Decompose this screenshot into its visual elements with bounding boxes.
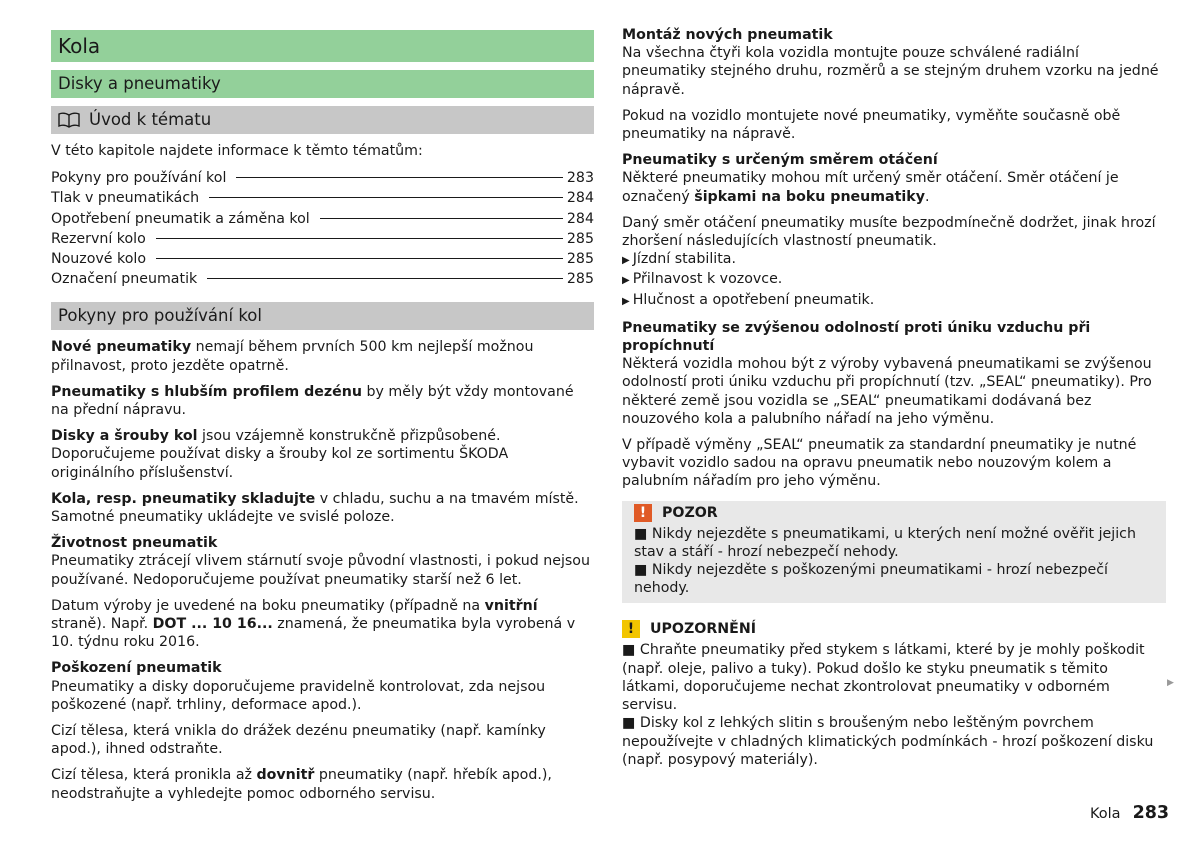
intro-heading-text: Úvod k tématu [89,110,212,129]
chapter-heading: Kola [51,30,594,62]
toc-label[interactable]: Označení pneumatik [51,271,198,288]
triangle-bullet-icon: ▶ [622,275,630,287]
subheading-seal: Pneumatiky se zvýšenou odolností proti úniku vzduchu při propíchnutí [622,319,1091,355]
page-number: 283 [1132,803,1170,823]
right-column [622,26,1166,777]
warning-box [622,501,1166,604]
toc-row[interactable] [51,168,594,188]
paragraph: Pneumatiky a disky doporučujeme pravidelně kontrolovat, zda nejsou poškozené (např. trhliny, deformace apod.). [51,678,546,713]
subheading-mounting: Montáž nových pneumatik [622,27,833,43]
paragraph: Cizí tělesa, která pronikla až dovnitř pneumatiky (např. hřebík apod.), neodstraňujte a vyhledejte pomoc odborného servisu. [51,767,552,802]
page-footer [1090,803,1169,823]
toc-page[interactable]: 284 [566,210,594,227]
triangle-bullet-icon: ▶ [622,255,630,267]
subsection-heading: Pokyny pro používání kol [51,302,594,330]
toc-label[interactable]: Nouzové kolo [51,251,147,268]
toc-row[interactable] [51,249,594,269]
subheading-direction: Pneumatiky s určeným směrem otáčení [622,152,938,169]
paragraph: Pneumatiky ztrácejí vlivem stárnutí svoje původní vlastnosti, i pokud nejsou používané. Nedoporučujeme používat pneumatiky starší než 6 let. [51,553,590,588]
toc-row[interactable] [51,188,594,208]
paragraph: V případě výměny „SEAL“ pneumatik za standardní pneumatiky je nutné vybavit vozidlo sadou na opravu pneumatik nebo nouzovým kolem a palubním nářadím pro jeho výměnu. [622,437,1137,490]
list-item: ▶ Přilnavost k vozovce. [622,271,783,288]
continue-arrow-icon: ▶ [1167,678,1174,688]
paragraph: Některá vozidla mohou být z výroby vybavená pneumatikami se zvýšenou odolností proti úniku vzduchu při propíchnutí (tzv. „SEAL“ pneumatiky). Pro některé země jsou vozidla se „SEAL“ pneumatikami dodávaná bez nouzového kola a palubního nářadí na jeho výměnu. [622,356,1152,427]
paragraph: Cizí tělesa, která vnikla do drážek dezénu pneumatiky (např. kamínky apod.), ihned odstraňte. [51,723,546,758]
toc-page[interactable]: 285 [566,271,594,288]
toc-label[interactable]: Rezervní kolo [51,230,146,247]
toc-page[interactable]: 285 [566,230,594,247]
caution-item: ■ Chraňte pneumatiky před stykem s látkami, které by je mohly poškodit (např. oleje, palivo a tuky). Pokud došlo ke styku pneumatik s těmito látkami, doporučujeme nechat zkontrolovat pneumatiky v odborném servisu. [622,642,1145,714]
subheading-lifetime: Životnost pneumatik [51,535,218,552]
paragraph: Některé pneumatiky mohou mít určený směr otáčení. Směr otáčení je označený šipkami na boku pneumatiky. [622,170,1119,205]
paragraph: Daný směr otáčení pneumatiky musíte bezpodmínečně dodržet, jinak hrozí zhoršení následujících vlastností pneumatik. [622,214,1156,250]
table-of-contents [51,168,594,289]
left-column [51,30,594,811]
paragraph: Nové pneumatiky nemají během prvních 500 km nejlepší možnou přilnavost, proto jezděte opatrně. [51,339,534,374]
paragraph: Pokud na vozidlo montujete nové pneumatiky, vyměňte současně obě pneumatiky na nápravě. [622,107,1121,143]
intro-text: V této kapitole najdete informace k těmto tématům: [51,143,423,159]
toc-label[interactable]: Pokyny pro používání kol [51,170,227,187]
toc-row[interactable] [51,229,594,249]
toc-page[interactable]: 283 [566,170,594,187]
caution-box [622,617,1166,768]
warning-item: ■ Nikdy nejezděte s poškozenými pneumatikami - hrozí nebezpečí nehody. [634,562,1108,597]
list-item: ▶ Hlučnost a opotřebení pneumatik. [622,291,875,308]
section-heading: Disky a pneumatiky [51,70,594,98]
toc-row[interactable] [51,209,594,229]
toc-label[interactable]: Tlak v pneumatikách [51,190,200,207]
caution-icon: ! [622,620,640,638]
toc-page[interactable]: 284 [566,190,594,207]
warning-icon: ! [634,504,652,522]
caution-item: ■ Disky kol z lehkých slitin s broušeným nebo leštěným povrchem nepoužívejte v chladných klimatických podmínkách - hrozí poškození disku (např. posypový materiály). [622,715,1154,768]
paragraph: Pneumatiky s hlubším profilem dezénu by měly být vždy montované na přední nápravu. [51,383,574,419]
toc-row[interactable] [51,269,594,289]
paragraph: Na všechna čtyři kola vozidla montujte pouze schválené radiální pneumatiky stejného druhu, rozměrů a se stejným druhem vzorku na jedné nápravě. [622,45,1159,98]
toc-page[interactable]: 285 [566,251,594,268]
warning-title: POZOR [662,504,718,521]
list-item: ▶ Jízdní stabilita. [622,251,736,268]
warning-item: ■ Nikdy nejezděte s pneumatikami, u kterých není možné ověřit jejich stav a stáří - hrozí nebezpečí nehody. [634,525,1136,560]
triangle-bullet-icon: ▶ [622,295,630,307]
caution-title: UPOZORNĚNÍ [650,621,756,638]
book-icon [58,112,80,128]
footer-section: Kola [1090,806,1121,822]
paragraph: Kola, resp. pneumatiky skladujte v chladu, suchu a na tmavém místě. Samotné pneumatiky ukládejte ve svislé poloze. [51,490,579,526]
paragraph: Datum výroby je uvedené na boku pneumatiky (případně na vnitřní straně). Např. DOT ... 10 16... znamená, že pneumatika byla vyrobená v 10. týdnu roku 2016. [51,597,576,651]
toc-label[interactable]: Opotřebení pneumatik a záměna kol [51,210,310,227]
subheading-damage: Poškození pneumatik [51,660,222,677]
paragraph: Disky a šrouby kol jsou vzájemně konstrukčně přizpůsobené. Doporučujeme používat disky a šrouby kol ze sortimentu ŠKODA originálního příslušenství. [51,428,509,481]
caution-header [622,617,1166,641]
intro-heading [51,106,594,134]
warning-header [634,501,1158,525]
